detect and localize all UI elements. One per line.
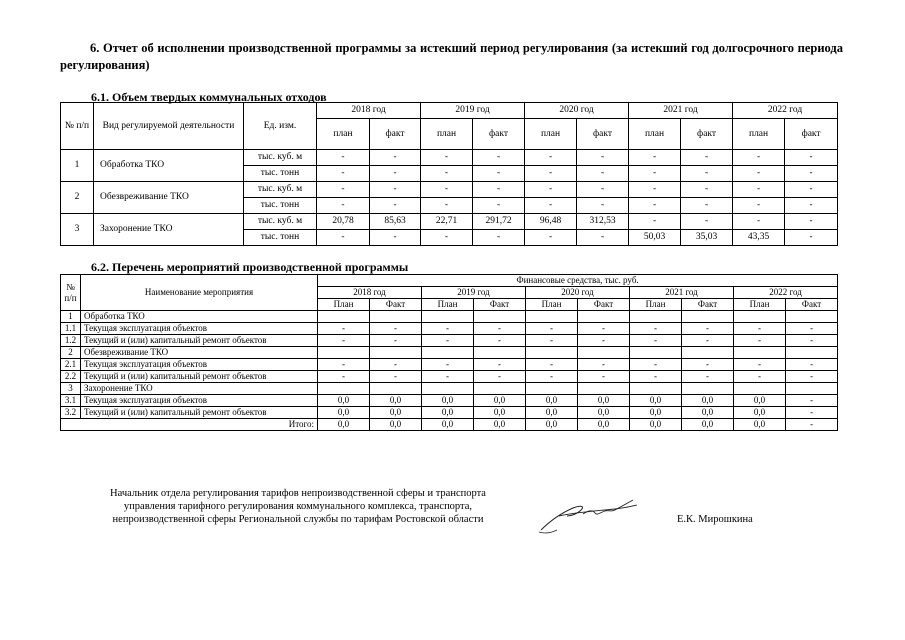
value-cell (370, 383, 422, 395)
header-unit: Ед. изм. (244, 103, 317, 150)
waste-volume-table (60, 102, 838, 246)
value-cell: - (474, 323, 526, 335)
row-number: 2 (61, 347, 81, 359)
value-cell: - (525, 230, 577, 246)
total-value-cell: 0,0 (578, 419, 630, 431)
value-cell: - (785, 230, 838, 246)
header-year: 2019 год (421, 103, 525, 119)
header-year: 2018 год (317, 103, 421, 119)
value-cell: - (370, 335, 422, 347)
total-label: Итого: (61, 419, 318, 431)
signer-name: Е.К. Мирошкина (677, 514, 753, 525)
value-cell: 312,53 (577, 214, 629, 230)
total-value-cell: 0,0 (734, 419, 786, 431)
row-number: 2.2 (61, 371, 81, 383)
value-cell: - (318, 371, 370, 383)
value-cell: - (785, 198, 838, 214)
row-number: 3 (61, 214, 94, 246)
value-cell: - (421, 150, 473, 166)
value-cell: - (317, 182, 370, 198)
measure-name: Текущий и (или) капитальный ремонт объектов (81, 407, 318, 419)
value-cell: 0,0 (370, 395, 422, 407)
header-finance: Финансовые средства, тыс. руб. (318, 275, 838, 287)
row-number: 1.1 (61, 323, 81, 335)
header-year: 2022 год (734, 287, 838, 299)
signatory-position (82, 487, 514, 526)
value-cell: - (786, 395, 838, 407)
table-row (61, 150, 838, 166)
header-measure-name: Наименование мероприятия (81, 275, 318, 311)
value-cell: - (733, 166, 785, 182)
measure-name: Текущая эксплуатация объектов (81, 359, 318, 371)
activity-name: Захоронение ТКО (94, 214, 244, 246)
measure-name: Текущая эксплуатация объектов (81, 323, 318, 335)
measure-name: Обработка ТКО (81, 311, 318, 323)
value-cell (318, 347, 370, 359)
value-cell: - (318, 335, 370, 347)
value-cell: - (681, 214, 733, 230)
header-plan: План (734, 299, 786, 311)
value-cell (474, 383, 526, 395)
value-cell: - (786, 335, 838, 347)
value-cell: - (733, 214, 785, 230)
value-cell: - (577, 150, 629, 166)
value-cell (370, 311, 422, 323)
total-value-cell: 0,0 (630, 419, 682, 431)
value-cell: - (422, 335, 474, 347)
position-line: непроизводственной сферы Региональной службы по тарифам Ростовской области (112, 514, 484, 525)
table-row (61, 371, 838, 383)
value-cell: - (733, 182, 785, 198)
row-number: 3 (61, 383, 81, 395)
value-cell: - (681, 198, 733, 214)
value-cell (526, 383, 578, 395)
value-cell: - (370, 166, 421, 182)
total-value-cell: - (786, 419, 838, 431)
value-cell: - (578, 323, 630, 335)
measure-name: Захоронение ТКО (81, 383, 318, 395)
value-cell: - (734, 335, 786, 347)
value-cell (734, 383, 786, 395)
row-number: 1 (61, 311, 81, 323)
header-fact: факт (785, 119, 838, 150)
value-cell: 0,0 (370, 407, 422, 419)
value-cell: - (473, 150, 525, 166)
value-cell: - (370, 182, 421, 198)
value-cell: 0,0 (422, 395, 474, 407)
value-cell: - (421, 198, 473, 214)
value-cell: 35,03 (681, 230, 733, 246)
value-cell: - (474, 359, 526, 371)
value-cell: - (473, 166, 525, 182)
table-row (61, 182, 838, 198)
value-cell: 0,0 (474, 395, 526, 407)
value-cell: - (577, 166, 629, 182)
header-year: 2019 год (422, 287, 526, 299)
section-1-title: 6.1. Объем твердых коммунальных отходов (91, 90, 327, 104)
value-cell: - (629, 214, 681, 230)
value-cell: 291,72 (473, 214, 525, 230)
value-cell: - (734, 323, 786, 335)
activity-name: Обработка ТКО (94, 150, 244, 182)
value-cell: - (525, 198, 577, 214)
value-cell: - (473, 230, 525, 246)
value-cell (786, 383, 838, 395)
activity-name: Обезвреживание ТКО (94, 182, 244, 214)
row-number: 1.2 (61, 335, 81, 347)
value-cell (682, 347, 734, 359)
value-cell: - (578, 371, 630, 383)
header-plan: План (526, 299, 578, 311)
value-cell: 50,03 (629, 230, 681, 246)
header-fact: факт (681, 119, 733, 150)
value-cell: - (422, 323, 474, 335)
value-cell (630, 383, 682, 395)
header-fact: Факт (370, 299, 422, 311)
value-cell: 0,0 (422, 407, 474, 419)
value-cell: - (318, 323, 370, 335)
value-cell (578, 383, 630, 395)
value-cell: 20,78 (317, 214, 370, 230)
value-cell: - (681, 182, 733, 198)
value-cell (318, 383, 370, 395)
value-cell (786, 311, 838, 323)
value-cell: 0,0 (318, 407, 370, 419)
table-row (61, 383, 838, 395)
value-cell: - (421, 182, 473, 198)
measure-name: Текущий и (или) капитальный ремонт объектов (81, 335, 318, 347)
row-number: 1 (61, 150, 94, 182)
position-line: управления тарифного регулирования коммунального комплекса, транспорта, (123, 501, 473, 512)
report-heading: 6. Отчет об исполнении производственной программы за истекший период регулирования (за истекший год долгосрочного периода регулирования) (60, 41, 843, 72)
total-value-cell: 0,0 (682, 419, 734, 431)
total-value-cell: 0,0 (526, 419, 578, 431)
value-cell (578, 311, 630, 323)
value-cell: 22,71 (421, 214, 473, 230)
row-number: 3.1 (61, 395, 81, 407)
header-year: 2022 год (733, 103, 838, 119)
value-cell (318, 311, 370, 323)
measure-name: Обезвреживание ТКО (81, 347, 318, 359)
value-cell: - (370, 371, 422, 383)
value-cell: - (786, 323, 838, 335)
value-cell: - (370, 359, 422, 371)
value-cell: - (629, 182, 681, 198)
value-cell (682, 383, 734, 395)
header-fact: факт (473, 119, 525, 150)
header-plan: План (318, 299, 370, 311)
value-cell: - (474, 335, 526, 347)
header-plan: план (317, 119, 370, 150)
value-cell: - (682, 335, 734, 347)
table-row (61, 335, 838, 347)
value-cell: - (474, 371, 526, 383)
header-fact: факт (370, 119, 421, 150)
header-activity: Вид регулируемой деятельности (94, 103, 244, 150)
table-row (61, 311, 838, 323)
total-value-cell: 0,0 (474, 419, 526, 431)
value-cell: - (785, 150, 838, 166)
header-plan: план (421, 119, 473, 150)
header-year: 2020 год (525, 103, 629, 119)
value-cell: 0,0 (318, 395, 370, 407)
value-cell: - (577, 182, 629, 198)
value-cell: - (786, 359, 838, 371)
table-row (61, 214, 838, 230)
value-cell: - (317, 198, 370, 214)
value-cell: - (733, 198, 785, 214)
value-cell: - (473, 198, 525, 214)
total-value-cell: 0,0 (422, 419, 474, 431)
value-cell: - (421, 166, 473, 182)
value-cell: - (526, 335, 578, 347)
value-cell: - (473, 182, 525, 198)
header-year: 2018 год (318, 287, 422, 299)
value-cell: - (629, 150, 681, 166)
value-cell: - (317, 166, 370, 182)
value-cell: - (630, 359, 682, 371)
value-cell: - (785, 166, 838, 182)
value-cell: - (681, 166, 733, 182)
header-fact: Факт (578, 299, 630, 311)
value-cell: - (733, 150, 785, 166)
value-cell: - (629, 198, 681, 214)
value-cell: 96,48 (525, 214, 577, 230)
value-cell (682, 311, 734, 323)
value-cell: - (317, 150, 370, 166)
position-line: Начальник отдела регулирования тарифов непроизводственной сферы и транспорта (110, 488, 486, 499)
value-cell: - (370, 230, 421, 246)
value-cell (422, 347, 474, 359)
value-cell: - (577, 230, 629, 246)
value-cell: 0,0 (474, 407, 526, 419)
value-cell (370, 347, 422, 359)
value-cell: 0,0 (526, 395, 578, 407)
value-cell: - (734, 359, 786, 371)
value-cell: 43,35 (733, 230, 785, 246)
value-cell: - (370, 150, 421, 166)
value-cell: - (630, 371, 682, 383)
value-cell: 85,63 (370, 214, 421, 230)
value-cell: - (422, 359, 474, 371)
header-fact: факт (577, 119, 629, 150)
value-cell: - (370, 198, 421, 214)
header-plan: план (525, 119, 577, 150)
value-cell: - (786, 407, 838, 419)
value-cell: 0,0 (578, 407, 630, 419)
value-cell: - (525, 182, 577, 198)
value-cell: - (526, 359, 578, 371)
handwritten-signature (537, 492, 647, 538)
value-cell: - (629, 166, 681, 182)
table-row (61, 407, 838, 419)
table-row (61, 347, 838, 359)
row-number: 2.1 (61, 359, 81, 371)
total-value-cell: 0,0 (370, 419, 422, 431)
header-year: 2020 год (526, 287, 630, 299)
value-cell: - (682, 371, 734, 383)
total-value-cell: 0,0 (318, 419, 370, 431)
value-cell (474, 311, 526, 323)
value-cell: 0,0 (526, 407, 578, 419)
value-cell (526, 347, 578, 359)
header-plan: план (629, 119, 681, 150)
value-cell: - (526, 323, 578, 335)
value-cell: - (630, 335, 682, 347)
header-plan: план (733, 119, 785, 150)
unit-cell: тыс. тонн (244, 166, 317, 182)
measure-name: Текущая эксплуатация объектов (81, 395, 318, 407)
value-cell: - (682, 323, 734, 335)
header-year: 2021 год (630, 287, 734, 299)
table-row (61, 395, 838, 407)
value-cell: 0,0 (734, 395, 786, 407)
value-cell: - (526, 371, 578, 383)
value-cell: - (785, 182, 838, 198)
value-cell: 0,0 (630, 395, 682, 407)
value-cell (474, 347, 526, 359)
value-cell: - (786, 371, 838, 383)
value-cell: - (681, 150, 733, 166)
row-number: 2 (61, 182, 94, 214)
value-cell: - (370, 323, 422, 335)
section-2-title: 6.2. Перечень мероприятий производственной программы (91, 260, 409, 274)
value-cell (630, 311, 682, 323)
header-plan: План (422, 299, 474, 311)
value-cell (422, 311, 474, 323)
header-year: 2021 год (629, 103, 733, 119)
value-cell: - (318, 359, 370, 371)
value-cell: 0,0 (682, 395, 734, 407)
value-cell: - (734, 371, 786, 383)
table-row (61, 323, 838, 335)
value-cell: - (422, 371, 474, 383)
value-cell: 0,0 (682, 407, 734, 419)
unit-cell: тыс. куб. м (244, 150, 317, 166)
header-num: № п/п (61, 103, 94, 150)
value-cell: - (578, 359, 630, 371)
value-cell (734, 347, 786, 359)
value-cell: 0,0 (630, 407, 682, 419)
value-cell (734, 311, 786, 323)
total-row (61, 419, 838, 431)
program-measures-table (60, 274, 838, 431)
value-cell: 0,0 (578, 395, 630, 407)
value-cell (422, 383, 474, 395)
value-cell: - (525, 166, 577, 182)
header-plan: План (630, 299, 682, 311)
header-fact: Факт (474, 299, 526, 311)
value-cell: - (630, 323, 682, 335)
unit-cell: тыс. куб. м (244, 182, 317, 198)
value-cell (526, 311, 578, 323)
header-fact: Факт (786, 299, 838, 311)
row-number: 3.2 (61, 407, 81, 419)
value-cell: - (421, 230, 473, 246)
header-fact: Факт (682, 299, 734, 311)
value-cell: - (682, 359, 734, 371)
value-cell: - (577, 198, 629, 214)
value-cell (786, 347, 838, 359)
table-row (61, 359, 838, 371)
value-cell (578, 347, 630, 359)
value-cell: - (578, 335, 630, 347)
unit-cell: тыс. тонн (244, 198, 317, 214)
measure-name: Текущий и (или) капитальный ремонт объектов (81, 371, 318, 383)
value-cell: - (785, 214, 838, 230)
unit-cell: тыс. куб. м (244, 214, 317, 230)
value-cell: - (317, 230, 370, 246)
unit-cell: тыс. тонн (244, 230, 317, 246)
header-num: № п/п (61, 275, 81, 311)
value-cell: 0,0 (734, 407, 786, 419)
value-cell (630, 347, 682, 359)
value-cell: - (525, 150, 577, 166)
